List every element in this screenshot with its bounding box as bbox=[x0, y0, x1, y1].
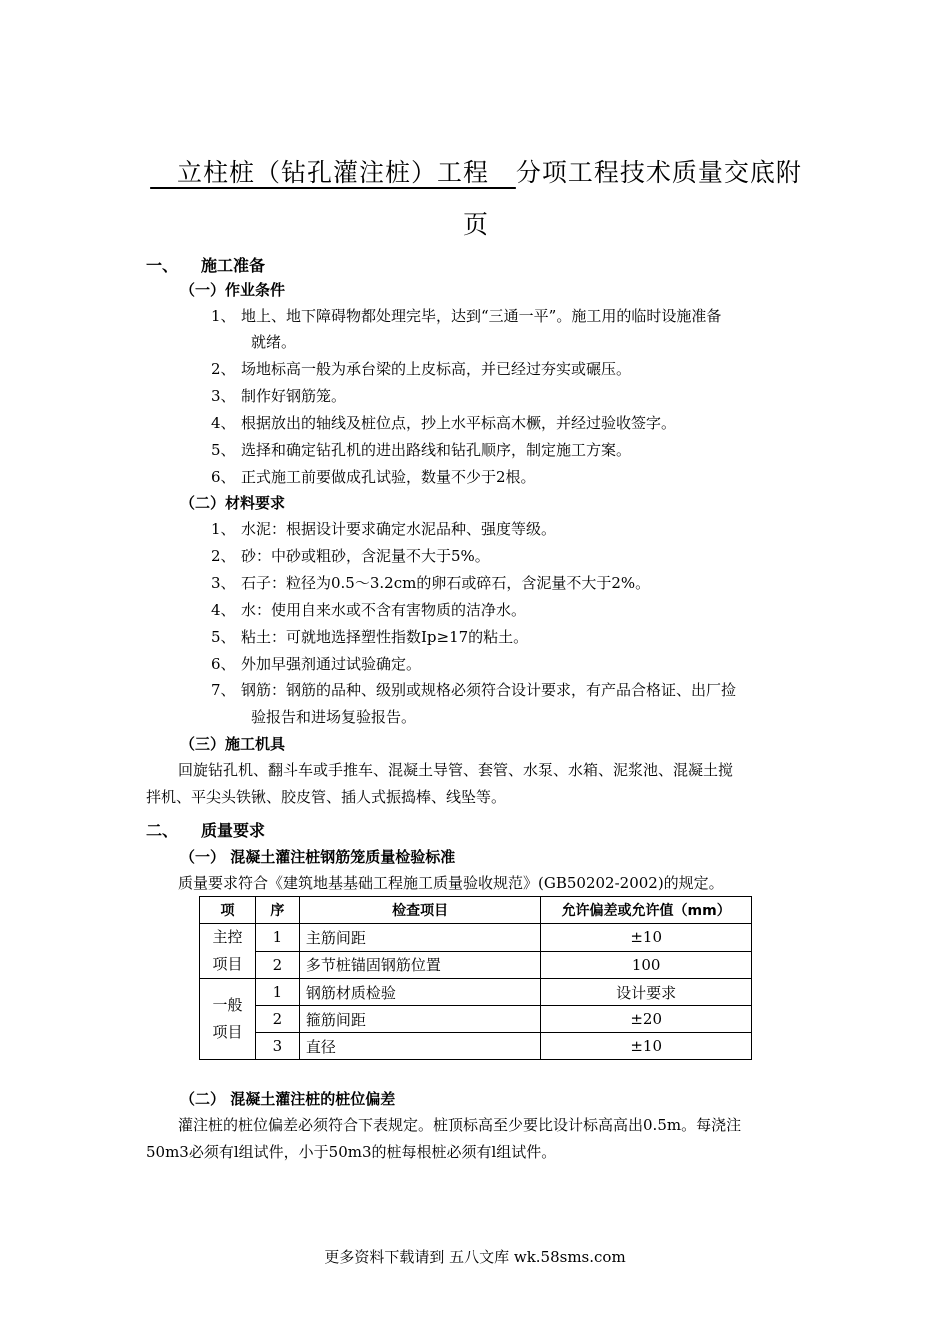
list-item: 4、 根据放出的轴线及桩位点，抄上水平标高木橛，并经过验收签字。 bbox=[211, 414, 677, 432]
list-item-continuation: 就绪。 bbox=[251, 333, 297, 351]
list-item: 1、 水泥：根据设计要求确定水泥品种、强度等级。 bbox=[211, 520, 557, 538]
quality-standard-table bbox=[199, 896, 752, 1060]
table-header: 序 bbox=[255, 897, 299, 924]
title-continuation: 页 bbox=[462, 210, 489, 239]
list-item: 6、 正式施工前要做成孔试验，数量不少于2根。 bbox=[211, 468, 536, 486]
table-cell-value: ±10 bbox=[541, 1033, 752, 1060]
list-item: 2、 砂：中砂或粗砂，含泥量不大于5%。 bbox=[211, 547, 490, 565]
table-cell-seq: 2 bbox=[255, 1006, 299, 1033]
title-project-name: 立柱桩（钻孔灌注桩）工程 bbox=[176, 158, 489, 187]
document-title bbox=[146, 153, 806, 189]
paragraph-line: 50m3必须有l组试件，小于50m3的桩每根桩必须有l组试件。 bbox=[146, 1143, 557, 1161]
subsection-2-1-heading: （一） 混凝土灌注桩钢筋笼质量检验标准 bbox=[180, 848, 456, 866]
table-row bbox=[200, 924, 752, 952]
table-header: 允许偏差或允许值（mm） bbox=[541, 897, 752, 924]
list-item: 5、 选择和确定钻孔机的进出路线和钻孔顺序，制定施工方案。 bbox=[211, 441, 632, 459]
paragraph-line: 质量要求符合《建筑地基基础工程施工质量验收规范》(GB50202-2002)的规定。 bbox=[178, 874, 724, 892]
table-cell-seq: 2 bbox=[255, 951, 299, 979]
paragraph-line: 灌注桩的桩位偏差必须符合下表规定。桩顶标高至少要比设计标高高出0.5m。每浇注 bbox=[178, 1116, 742, 1134]
paragraph-line: 回旋钻孔机、翻斗车或手推车、混凝土导管、套管、水泵、水箱、泥浆池、混凝土搅 bbox=[178, 761, 734, 779]
table-cell-item: 直径 bbox=[299, 1033, 540, 1060]
list-item: 2、 场地标高一般为承台梁的上皮标高，并已经过夯实或碾压。 bbox=[211, 360, 632, 378]
table-row bbox=[200, 1033, 752, 1060]
subsection-1-3-heading: （三）施工机具 bbox=[180, 735, 286, 753]
table-row bbox=[200, 1006, 752, 1033]
list-item: 3、 石子：粒径为0.5～3.2cm的卵石或碎石，含泥量不大于2%。 bbox=[211, 574, 651, 592]
group-label-general: 一般 项目 bbox=[200, 979, 256, 1060]
table-row bbox=[200, 951, 752, 979]
subsection-2-2-heading: （二） 混凝土灌注桩的桩位偏差 bbox=[180, 1090, 396, 1108]
title-text: 分项工程技术质量交底附 bbox=[515, 158, 802, 187]
paragraph-line: 拌机、平尖头铁锹、胶皮管、插人式振捣棒、线坠等。 bbox=[146, 788, 507, 806]
table-header-row bbox=[200, 897, 752, 924]
table-header: 项 bbox=[200, 897, 256, 924]
list-item-continuation: 验报告和进场复验报告。 bbox=[251, 708, 417, 726]
table-row bbox=[200, 979, 752, 1006]
table-cell-item: 多节桩锚固钢筋位置 bbox=[299, 951, 540, 979]
list-item: 1、 地上、地下障碍物都处理完毕，达到“三通一平”。施工用的临时设施准备 bbox=[211, 307, 722, 325]
section-2-heading: 二、 质量要求 bbox=[146, 821, 266, 840]
list-item: 5、 粘土：可就地选择塑性指数Ip≥17的粘土。 bbox=[211, 628, 529, 646]
subsection-1-2-heading: （二）材料要求 bbox=[180, 494, 286, 512]
table-cell-value: 设计要求 bbox=[541, 979, 752, 1006]
table-cell-seq: 3 bbox=[255, 1033, 299, 1060]
table-cell-value: ±20 bbox=[541, 1006, 752, 1033]
table-header: 检查项目 bbox=[299, 897, 540, 924]
list-item: 4、 水：使用自来水或不含有害物质的洁净水。 bbox=[211, 601, 527, 619]
table-cell-value: ±10 bbox=[541, 924, 752, 952]
table-cell-item: 箍筋间距 bbox=[299, 1006, 540, 1033]
table-cell-seq: 1 bbox=[255, 924, 299, 952]
table-cell-seq: 1 bbox=[255, 979, 299, 1006]
list-item: 6、 外加早强剂通过试验确定。 bbox=[211, 655, 422, 673]
table-cell-item: 主筋间距 bbox=[299, 924, 540, 952]
list-item: 7、 钢筋：钢筋的品种、级别或规格必须符合设计要求，有产品合格证、出厂捡 bbox=[211, 681, 737, 699]
table-cell-value: 100 bbox=[541, 951, 752, 979]
section-1-heading: 一、 施工准备 bbox=[146, 256, 266, 275]
footer-text: 更多资料下载请到 五八文库 wk.58sms.com bbox=[324, 1248, 626, 1266]
list-item: 3、 制作好钢筋笼。 bbox=[211, 387, 347, 405]
table-cell-item: 钢筋材质检验 bbox=[299, 979, 540, 1006]
group-label-main-control: 主控 项目 bbox=[200, 924, 256, 979]
subsection-1-1-heading: （一）作业条件 bbox=[180, 281, 286, 299]
